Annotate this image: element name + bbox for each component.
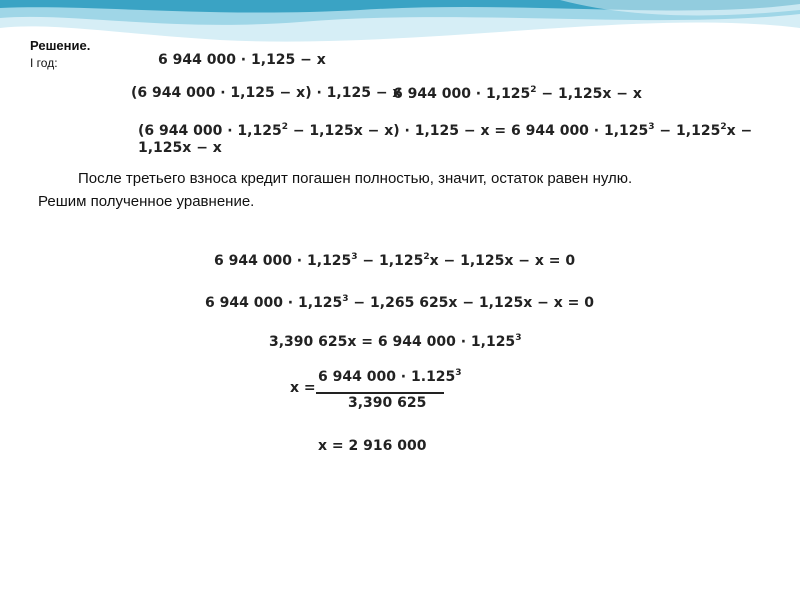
equation-3: 3,390 625x = 6 944 $000 \cdot 1,125^3$: [269, 333, 522, 350]
year3-expression-line1: (6 944 $000 \cdot 1,125^2 - 1,125x - x) \cdot 1,125 - x = 6$ 944 $000 \cdot 1,125^3 - 1,125^2x$ −: [138, 122, 753, 139]
year2-expression-a: (6 944 000 · 1,125 − x) · 1,125 − x: [131, 85, 402, 101]
header-wave-decoration: [0, 0, 800, 60]
paragraph-line-1: После третьего взноса кредит погашен полностью, значит, остаток равен нулю.: [78, 170, 633, 187]
equation-4-lhs: x =: [290, 380, 316, 396]
equation-1: 6 944 $000 \cdot 1,125^3 - 1,125^2x - 1,125x - x = 0$: [214, 252, 576, 269]
fraction-bar: [316, 392, 444, 394]
equation-2: 6 944 $000 \cdot 1,125^3 - 1,265$ 625x − 1,125x − x = 0: [205, 294, 594, 311]
solution-heading: Решение.: [30, 38, 91, 53]
year-label: I год:: [30, 56, 58, 70]
year3-expression-line2: 1,125x − x: [138, 140, 222, 156]
paragraph-line-2: Решим полученное уравнение.: [38, 193, 255, 210]
equation-4-denominator: 3,390 625: [348, 395, 427, 411]
equation-5-answer: x = 2 916 000: [318, 438, 427, 454]
year1-expression: 6 944 000 · 1,125 − x: [158, 52, 326, 68]
equation-4-numerator: 6 944 $000 \cdot 1.125^3$: [318, 368, 462, 385]
year2-expression-b: 6 944 $000 \cdot 1,125^2 - 1,125x - x$: [393, 85, 642, 102]
